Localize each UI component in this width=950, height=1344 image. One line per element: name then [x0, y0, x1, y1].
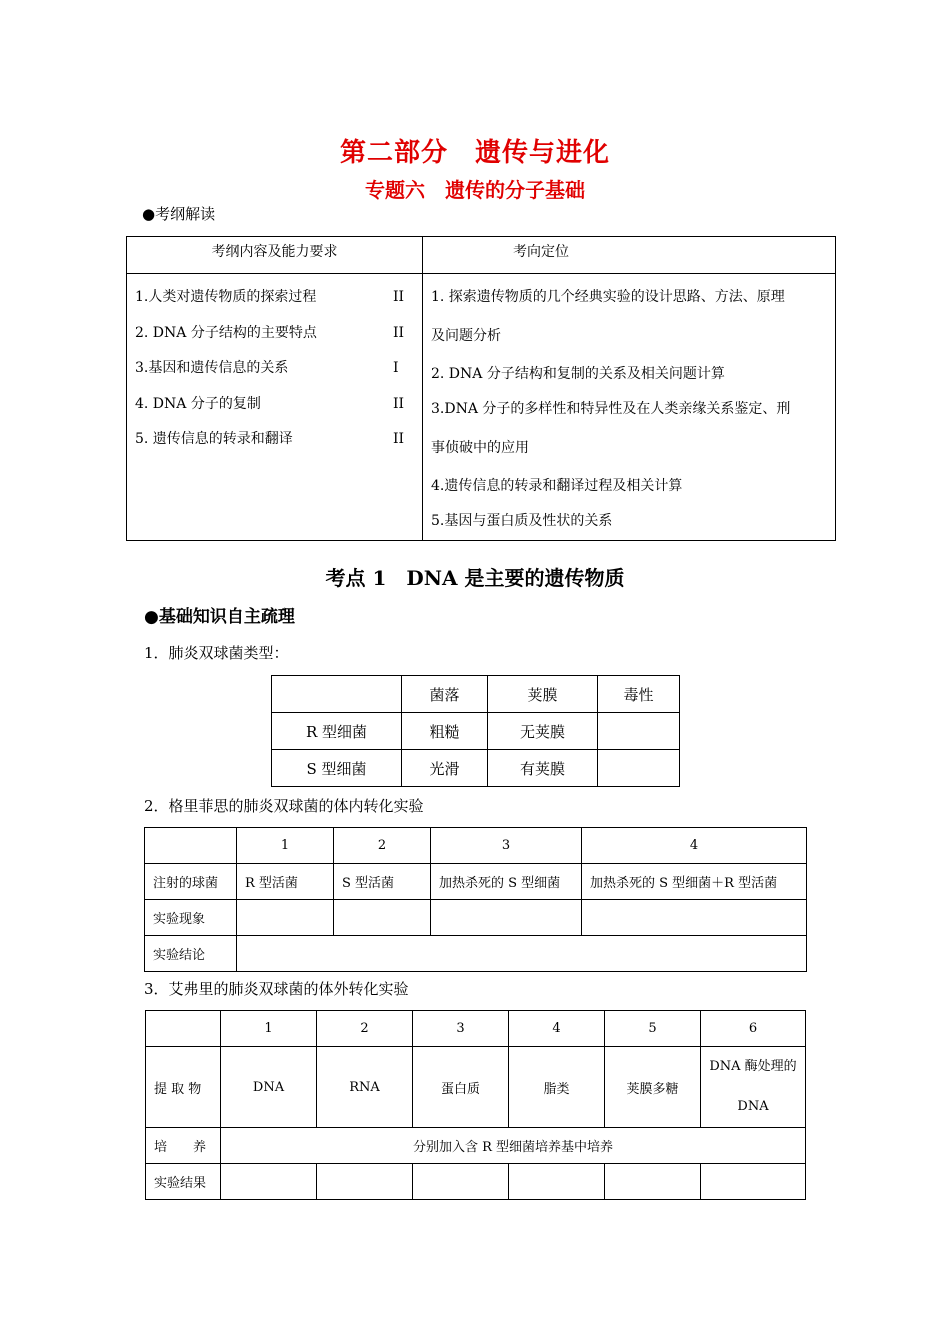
- direction-line: 事侦破中的应用: [431, 439, 529, 456]
- cell-line: DNA: [737, 1099, 769, 1114]
- cell: 培 养: [146, 1128, 221, 1164]
- cell: [237, 900, 334, 936]
- cell: 实验现象: [145, 900, 237, 936]
- cell: 2: [317, 1011, 413, 1047]
- cell: 加热杀死的 S 型细菌: [431, 864, 582, 900]
- cell: 菌落: [402, 676, 488, 713]
- item2-heading: 2．格里菲思的肺炎双球菌的体内转化实验: [144, 797, 424, 815]
- cell: 提 取 物: [146, 1047, 221, 1128]
- page-title: 第二部分 遗传与进化: [339, 138, 610, 168]
- cell: 注射的球菌: [145, 864, 237, 900]
- cell: 1: [237, 828, 334, 864]
- cell: 6: [701, 1011, 806, 1047]
- cell: [509, 1164, 605, 1200]
- cell: 无荚膜: [488, 713, 598, 750]
- outline-content-cell: [127, 274, 423, 541]
- direction-line: 3.DNA 分子的多样性和特异性及在人类亲缘关系鉴定、刑: [431, 401, 791, 417]
- cell: 毒性: [598, 676, 680, 713]
- cell: 2: [334, 828, 431, 864]
- cell: [598, 713, 680, 750]
- outline-item: 1.人类对遗传物质的探索过程 II: [135, 289, 405, 305]
- outline-header-right: 考向定位: [423, 237, 836, 274]
- direction-line: 5.基因与蛋白质及性状的关系: [431, 513, 613, 529]
- cell: 3: [413, 1011, 509, 1047]
- section-title: 考点 1 DNA 是主要的遗传物质: [325, 566, 625, 590]
- page-subtitle: 专题六 遗传的分子基础: [365, 178, 585, 202]
- cell: 分别加入含 R 型细菌培养基中培养: [221, 1128, 806, 1164]
- outline-item: 5. 遗传信息的转录和翻译 II: [135, 431, 405, 447]
- cell-line: DNA 酶处理的: [709, 1059, 797, 1074]
- cell: 蛋白质: [413, 1047, 509, 1128]
- cell: R 型活菌: [237, 864, 334, 900]
- direction-line: 1. 探索遗传物质的几个经典实验的设计思路、方法、原理: [431, 289, 785, 305]
- cell: [237, 936, 807, 972]
- outline-item: 4. DNA 分子的复制 II: [135, 395, 405, 412]
- cell: [701, 1047, 806, 1128]
- cell: S 型活菌: [334, 864, 431, 900]
- item1-heading: 1．肺炎双球菌类型：: [144, 644, 289, 662]
- cell: 有荚膜: [488, 750, 598, 787]
- avery-table: [145, 1010, 806, 1200]
- cell: 光滑: [402, 750, 488, 787]
- cell: [701, 1164, 806, 1200]
- cell: [221, 1164, 317, 1200]
- cell: 实验结果: [146, 1164, 221, 1200]
- cell: 4: [582, 828, 807, 864]
- outline-item: 3.基因和遗传信息的关系 I: [135, 360, 399, 376]
- cell: 实验结论: [145, 936, 237, 972]
- cell: RNA: [317, 1047, 413, 1128]
- cell: 脂类: [509, 1047, 605, 1128]
- cell: [272, 676, 402, 713]
- direction-line: 及问题分析: [431, 327, 501, 344]
- direction-line: 4.遗传信息的转录和翻译过程及相关计算: [431, 477, 683, 494]
- cell: 1: [221, 1011, 317, 1047]
- cell: [598, 750, 680, 787]
- cell: 粗糙: [402, 713, 488, 750]
- cell: [317, 1164, 413, 1200]
- outline-item: 2. DNA 分子结构的主要特点 II: [135, 324, 405, 341]
- direction-line: 2. DNA 分子结构和复制的关系及相关问题计算: [431, 365, 725, 382]
- cell: S 型细菌: [272, 750, 402, 787]
- cell: [145, 828, 237, 864]
- basic-heading: ●基础知识自主疏理: [144, 607, 295, 627]
- cell: 3: [431, 828, 582, 864]
- item3-heading: 3．艾弗里的肺炎双球菌的体外转化实验: [144, 980, 409, 998]
- bacteria-type-table: [271, 675, 680, 787]
- cell: [413, 1164, 509, 1200]
- cell: 荚膜多糖: [605, 1047, 701, 1128]
- cell: 加热杀死的 S 型细菌＋R 型活菌: [582, 864, 807, 900]
- cell: 荚膜: [488, 676, 598, 713]
- outline-direction-cell: [423, 274, 836, 541]
- cell: 5: [605, 1011, 701, 1047]
- outline-header-left: 考纲内容及能力要求: [127, 237, 423, 274]
- cell: [146, 1011, 221, 1047]
- cell: [334, 900, 431, 936]
- cell: [605, 1164, 701, 1200]
- cell: [431, 900, 582, 936]
- cell: [582, 900, 807, 936]
- outline-label: ●考纲解读: [142, 205, 216, 223]
- cell: DNA: [221, 1047, 317, 1128]
- outline-table: [126, 236, 836, 541]
- griffith-table: [144, 827, 807, 972]
- cell: R 型细菌: [272, 713, 402, 750]
- cell: 4: [509, 1011, 605, 1047]
